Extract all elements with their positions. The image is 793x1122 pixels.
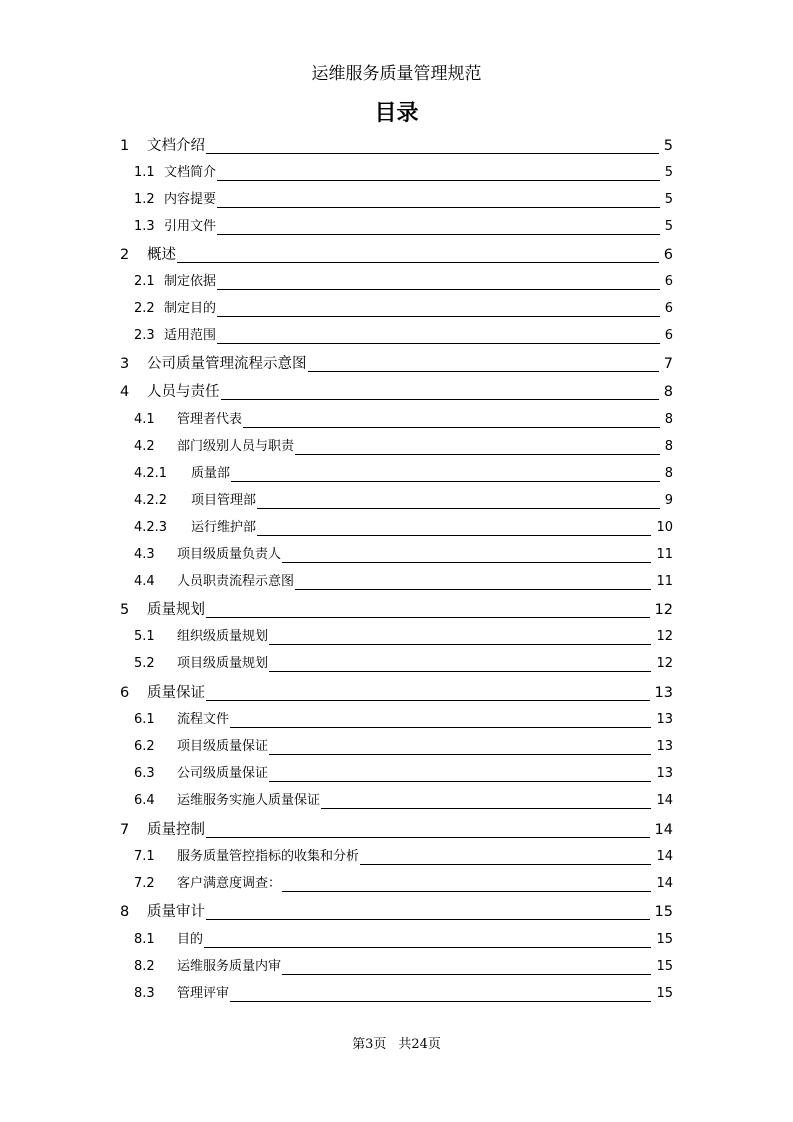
- toc-entry[interactable]: [0, 874, 793, 894]
- toc-entry-page: 8: [663, 384, 673, 400]
- toc-entry-title: 文档简介: [164, 165, 217, 180]
- toc-leader-line: [206, 919, 650, 920]
- toc-entry-number: 1.1: [134, 165, 155, 180]
- toc-entry-title: 管理者代表: [177, 412, 243, 427]
- toc-entry-title: 质量规划: [147, 602, 205, 618]
- toc-entry-page: 14: [654, 822, 673, 838]
- toc-leader-line: [231, 481, 660, 482]
- toc-entry-title: 项目级质量保证: [177, 739, 269, 754]
- toc-leader-line: [177, 262, 659, 263]
- toc-entry-title: 文档介绍: [147, 138, 205, 154]
- toc-entry-page: 13: [656, 739, 673, 754]
- toc-title: 目录: [374, 101, 419, 126]
- toc-entry-title: 运维服务实施人质量保证: [177, 793, 321, 808]
- toc-entry-title: 内容提要: [164, 192, 217, 207]
- toc-leader-line: [217, 343, 660, 344]
- toc-entry[interactable]: [0, 245, 793, 265]
- toc-entry-number: 4.1: [134, 412, 155, 427]
- toc-leader-line: [221, 399, 659, 400]
- toc-leader-line: [257, 535, 651, 536]
- toc-entry-number: 2.3: [134, 328, 155, 343]
- toc-leader-line: [269, 644, 651, 645]
- toc-entry-title: 制定依据: [164, 274, 217, 289]
- toc-leader-line: [269, 671, 651, 672]
- toc-leader-line: [282, 562, 651, 563]
- toc-leader-line: [282, 974, 651, 975]
- toc-entry-title: 概述: [147, 247, 176, 263]
- toc-entry-title: 管理评审: [177, 986, 230, 1001]
- toc-entry-page: 5: [663, 138, 673, 154]
- toc-entry-page: 8: [664, 439, 673, 454]
- toc-entry-number: 4.3: [134, 547, 155, 562]
- toc-entry-title: 人员职责流程示意图: [177, 574, 295, 589]
- toc-entry-number: 1.3: [134, 219, 155, 234]
- toc-leader-line: [206, 153, 659, 154]
- toc-entry-number: 2.1: [134, 274, 155, 289]
- toc-leader-line: [360, 864, 651, 865]
- toc-entry-title: 组织级质量规划: [177, 629, 269, 644]
- toc-entry-number: 4.2: [134, 439, 155, 454]
- toc-entry-number: 7: [120, 822, 130, 838]
- toc-leader-line: [321, 808, 651, 809]
- toc-entry[interactable]: [0, 902, 793, 922]
- toc-entry-title: 质量部: [191, 466, 231, 481]
- toc-entry[interactable]: [0, 464, 793, 484]
- toc-entry-title: 项目级质量负责人: [177, 547, 282, 562]
- toc-entry[interactable]: [0, 627, 793, 647]
- toc-entry[interactable]: [0, 654, 793, 674]
- toc-entry-page: 13: [654, 685, 673, 701]
- toc-entry-number: 8: [120, 904, 130, 920]
- toc-entry[interactable]: [0, 984, 793, 1004]
- toc-entry[interactable]: [0, 930, 793, 950]
- toc-entry-number: 6.3: [134, 766, 155, 781]
- toc-entry-page: 15: [654, 904, 673, 920]
- toc-entry[interactable]: [0, 163, 793, 183]
- toc-entry-page: 6: [664, 274, 673, 289]
- toc-entry[interactable]: [0, 820, 793, 840]
- toc-entry[interactable]: [0, 354, 793, 374]
- toc-entry-page: 10: [656, 520, 673, 535]
- toc-leader-line: [230, 727, 651, 728]
- toc-entry-number: 4.2.2: [134, 493, 168, 508]
- toc-entry[interactable]: [0, 437, 793, 457]
- toc-entry[interactable]: [0, 847, 793, 867]
- toc-entry-page: 12: [656, 656, 673, 671]
- page-number: 第3页: [352, 1037, 387, 1052]
- toc-entry-title: 运维服务质量内审: [177, 959, 282, 974]
- toc-entry-number: 3: [120, 356, 130, 372]
- toc-entry[interactable]: [0, 518, 793, 538]
- toc-entry-page: 9: [664, 493, 673, 508]
- toc-leader-line: [257, 508, 660, 509]
- toc-entry-title: 适用范围: [164, 328, 217, 343]
- toc-leader-line: [206, 700, 650, 701]
- toc-entry-title: 公司级质量保证: [177, 766, 269, 781]
- toc-leader-line: [206, 617, 650, 618]
- toc-entry-title: 人员与责任: [147, 384, 220, 400]
- toc-entry[interactable]: [0, 410, 793, 430]
- toc-entry-page: 11: [656, 574, 673, 589]
- toc-entry-page: 14: [656, 849, 673, 864]
- toc-entry-title: 项目级质量规划: [177, 656, 269, 671]
- toc-entry-number: 8.1: [134, 932, 155, 947]
- toc-entry-number: 5.2: [134, 656, 155, 671]
- toc-entry[interactable]: [0, 326, 793, 346]
- toc-entry-title: 部门级别人员与职责: [177, 439, 295, 454]
- toc-leader-line: [308, 371, 659, 372]
- toc-leader-line: [217, 289, 660, 290]
- toc-entry[interactable]: [0, 190, 793, 210]
- toc-leader-line: [204, 947, 651, 948]
- toc-entry-page: 13: [656, 712, 673, 727]
- toc-entry[interactable]: [0, 572, 793, 592]
- toc-leader-line: [217, 180, 660, 181]
- toc-entry-number: 4: [120, 384, 130, 400]
- toc-entry-number: 7.2: [134, 876, 155, 891]
- toc-entry[interactable]: [0, 957, 793, 977]
- toc-entry-title: 公司质量管理流程示意图: [147, 356, 307, 372]
- toc-entry-page: 6: [664, 301, 673, 316]
- toc-entry-number: 2.2: [134, 301, 155, 316]
- toc-entry-page: 15: [656, 932, 673, 947]
- toc-entry-title: 目的: [177, 932, 204, 947]
- toc-entry-number: 5: [120, 602, 130, 618]
- toc-entry[interactable]: [0, 382, 793, 402]
- toc-entry[interactable]: [0, 545, 793, 565]
- toc-entry-page: 5: [664, 165, 673, 180]
- toc-entry[interactable]: [0, 764, 793, 784]
- toc-leader-line: [217, 207, 660, 208]
- toc-entry-number: 4.2.3: [134, 520, 168, 535]
- toc-leader-line: [269, 781, 651, 782]
- toc-entry-page: 14: [656, 876, 673, 891]
- toc-entry-number: 6: [120, 685, 130, 701]
- toc-entry[interactable]: [0, 491, 793, 511]
- toc-leader-line: [230, 1001, 651, 1002]
- toc-entry[interactable]: [0, 791, 793, 811]
- toc-entry-number: 8.3: [134, 986, 155, 1001]
- toc-entry-title: 引用文件: [164, 219, 217, 234]
- toc-entry-number: 1.2: [134, 192, 155, 207]
- toc-entry-number: 7.1: [134, 849, 155, 864]
- toc-entry[interactable]: [0, 600, 793, 620]
- toc-entry-number: 2: [120, 247, 130, 263]
- toc-leader-line: [295, 454, 660, 455]
- toc-entry-page: 6: [663, 247, 673, 263]
- toc-entry-title: 项目管理部: [191, 493, 257, 508]
- page-footer: [0, 1033, 793, 1052]
- toc-leader-line: [217, 316, 660, 317]
- toc-leader-line: [217, 234, 660, 235]
- toc-leader-line: [269, 754, 651, 755]
- toc-entry-title: 客户满意度调查：: [177, 876, 282, 891]
- toc-entry-title: 服务质量管控指标的收集和分析: [177, 849, 360, 864]
- toc-entry-page: 5: [664, 192, 673, 207]
- toc-entry-number: 1: [120, 138, 130, 154]
- toc-entry-number: 4.2.1: [134, 466, 168, 481]
- toc-entry-page: 8: [664, 412, 673, 427]
- toc-entry-page: 12: [654, 602, 673, 618]
- toc-entry-title: 质量控制: [147, 822, 205, 838]
- toc-leader-line: [243, 427, 660, 428]
- toc-entry[interactable]: [0, 136, 793, 156]
- toc-leader-line: [295, 589, 651, 590]
- toc-entry-number: 8.2: [134, 959, 155, 974]
- toc-entry-page: 15: [656, 959, 673, 974]
- toc-entry-page: 14: [656, 793, 673, 808]
- toc-entry-page: 7: [663, 356, 673, 372]
- toc-entry-page: 13: [656, 766, 673, 781]
- toc-entry-number: 6.1: [134, 712, 155, 727]
- toc-entry-title: 质量审计: [147, 904, 205, 920]
- toc-leader-line: [282, 891, 651, 892]
- toc-entry-title: 流程文件: [177, 712, 230, 727]
- toc-entry[interactable]: [0, 710, 793, 730]
- toc-entry[interactable]: [0, 683, 793, 703]
- toc-entry-page: 15: [656, 986, 673, 1001]
- toc-entry[interactable]: [0, 737, 793, 757]
- toc-entry-title: 制定目的: [164, 301, 217, 316]
- toc-entry[interactable]: [0, 272, 793, 292]
- toc-entry-page: 12: [656, 629, 673, 644]
- toc-entry-page: 6: [664, 328, 673, 343]
- toc-entry-title: 运行维护部: [191, 520, 257, 535]
- toc-entry-number: 6.4: [134, 793, 155, 808]
- toc-entry-page: 5: [664, 219, 673, 234]
- toc-entry[interactable]: [0, 299, 793, 319]
- toc-entry-number: 6.2: [134, 739, 155, 754]
- toc-entry-number: 5.1: [134, 629, 155, 644]
- page-total: 共24页: [398, 1037, 441, 1052]
- toc-entry-title: 质量保证: [147, 685, 205, 701]
- toc-entry-page: 8: [664, 466, 673, 481]
- toc-entry-number: 4.4: [134, 574, 155, 589]
- toc-entry-page: 11: [656, 547, 673, 562]
- document-header-title: 运维服务质量管理规范: [311, 64, 482, 84]
- toc-entry[interactable]: [0, 217, 793, 237]
- toc-leader-line: [206, 837, 650, 838]
